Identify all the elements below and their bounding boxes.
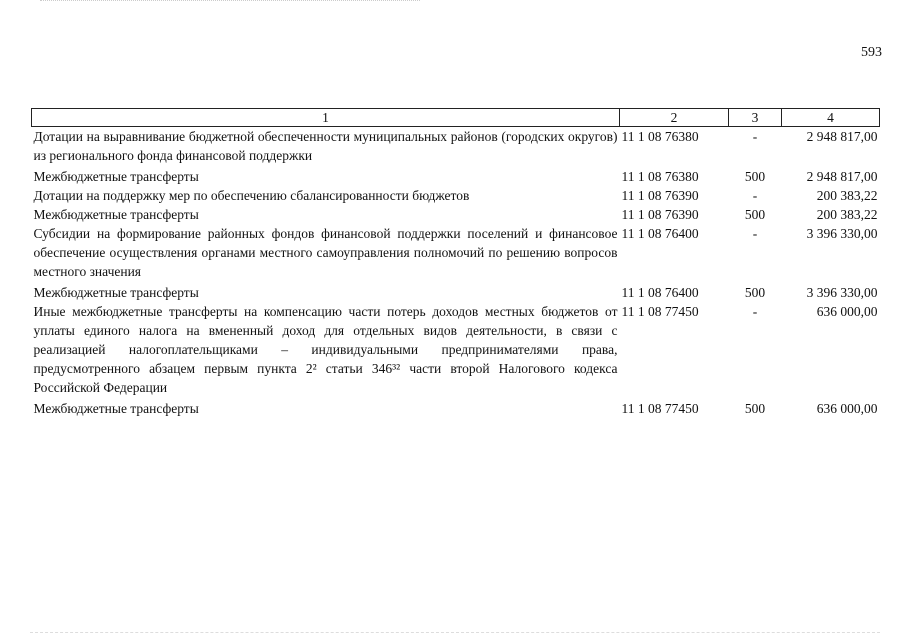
row-type: 500 [744,285,766,300]
row-name: Межбюджетные трансферты [33,207,199,222]
row-name: Дотации на поддержку мер по обеспечению сбалансированности бюджетов [33,188,470,203]
table-row [32,186,880,205]
row-type: - [752,226,758,241]
row-amount: 636 000,00 [816,401,878,416]
row-code: 11 1 08 76380 [621,129,699,144]
table-header-row [32,109,880,127]
column-header-3: 3 [729,109,782,127]
row-code: 11 1 08 77450 [621,304,699,319]
row-type: - [752,304,758,319]
row-code: 11 1 08 76390 [621,207,699,222]
row-type: - [752,129,758,144]
table-row [32,165,880,186]
row-code: 11 1 08 76400 [621,285,699,300]
scan-artifact-top [40,0,420,2]
row-amount: 2 948 817,00 [806,169,878,184]
page-number: 593 [861,45,882,60]
row-type: 500 [744,169,766,184]
row-name: Иные межбюджетные трансферты на компенсацию части потерь доходов местных бюджетов от уплаты единого налога на вмененный доход для отдельных видов деятельности, в связи с реализацией налогоплательщиками – индивидуальными предпринимателями права, предусмотренного абзацем первым пункта 2² статьи 346³² части второй Налогового кодекса Российской Федерации [33,304,618,395]
column-header-2: 2 [620,109,729,127]
column-header-4: 4 [782,109,880,127]
table-row [32,302,880,397]
row-amount: 2 948 817,00 [806,129,878,144]
row-name: Межбюджетные трансферты [33,285,199,300]
row-name: Субсидии на формирование районных фондов финансовой поддержки поселений и финансовое обеспечение осуществления органами местного самоуправления полномочий по решению вопросов местного значения [33,226,618,279]
column-header-1: 1 [32,109,620,127]
row-amount: 636 000,00 [816,304,878,319]
table-row [32,281,880,302]
row-amount: 200 383,22 [816,188,878,203]
table-row [32,205,880,224]
table-row [32,127,880,166]
row-name: Межбюджетные трансферты [33,401,199,416]
row-code: 11 1 08 77450 [621,401,699,416]
row-type: 500 [744,207,766,222]
scan-artifact-bottom [30,632,880,634]
row-code: 11 1 08 76390 [621,188,699,203]
row-type: 500 [744,401,766,416]
row-amount: 3 396 330,00 [806,285,878,300]
budget-table [31,108,880,418]
table-row [32,224,880,281]
row-amount: 3 396 330,00 [806,226,878,241]
row-code: 11 1 08 76380 [621,169,699,184]
row-amount: 200 383,22 [816,207,878,222]
row-name: Межбюджетные трансферты [33,169,199,184]
row-type: - [752,188,758,203]
table-row [32,397,880,418]
row-name: Дотации на выравнивание бюджетной обеспеченности муниципальных районов (городских округов) из регионального фонда финансовой поддержки [33,129,618,163]
row-code: 11 1 08 76400 [621,226,699,241]
